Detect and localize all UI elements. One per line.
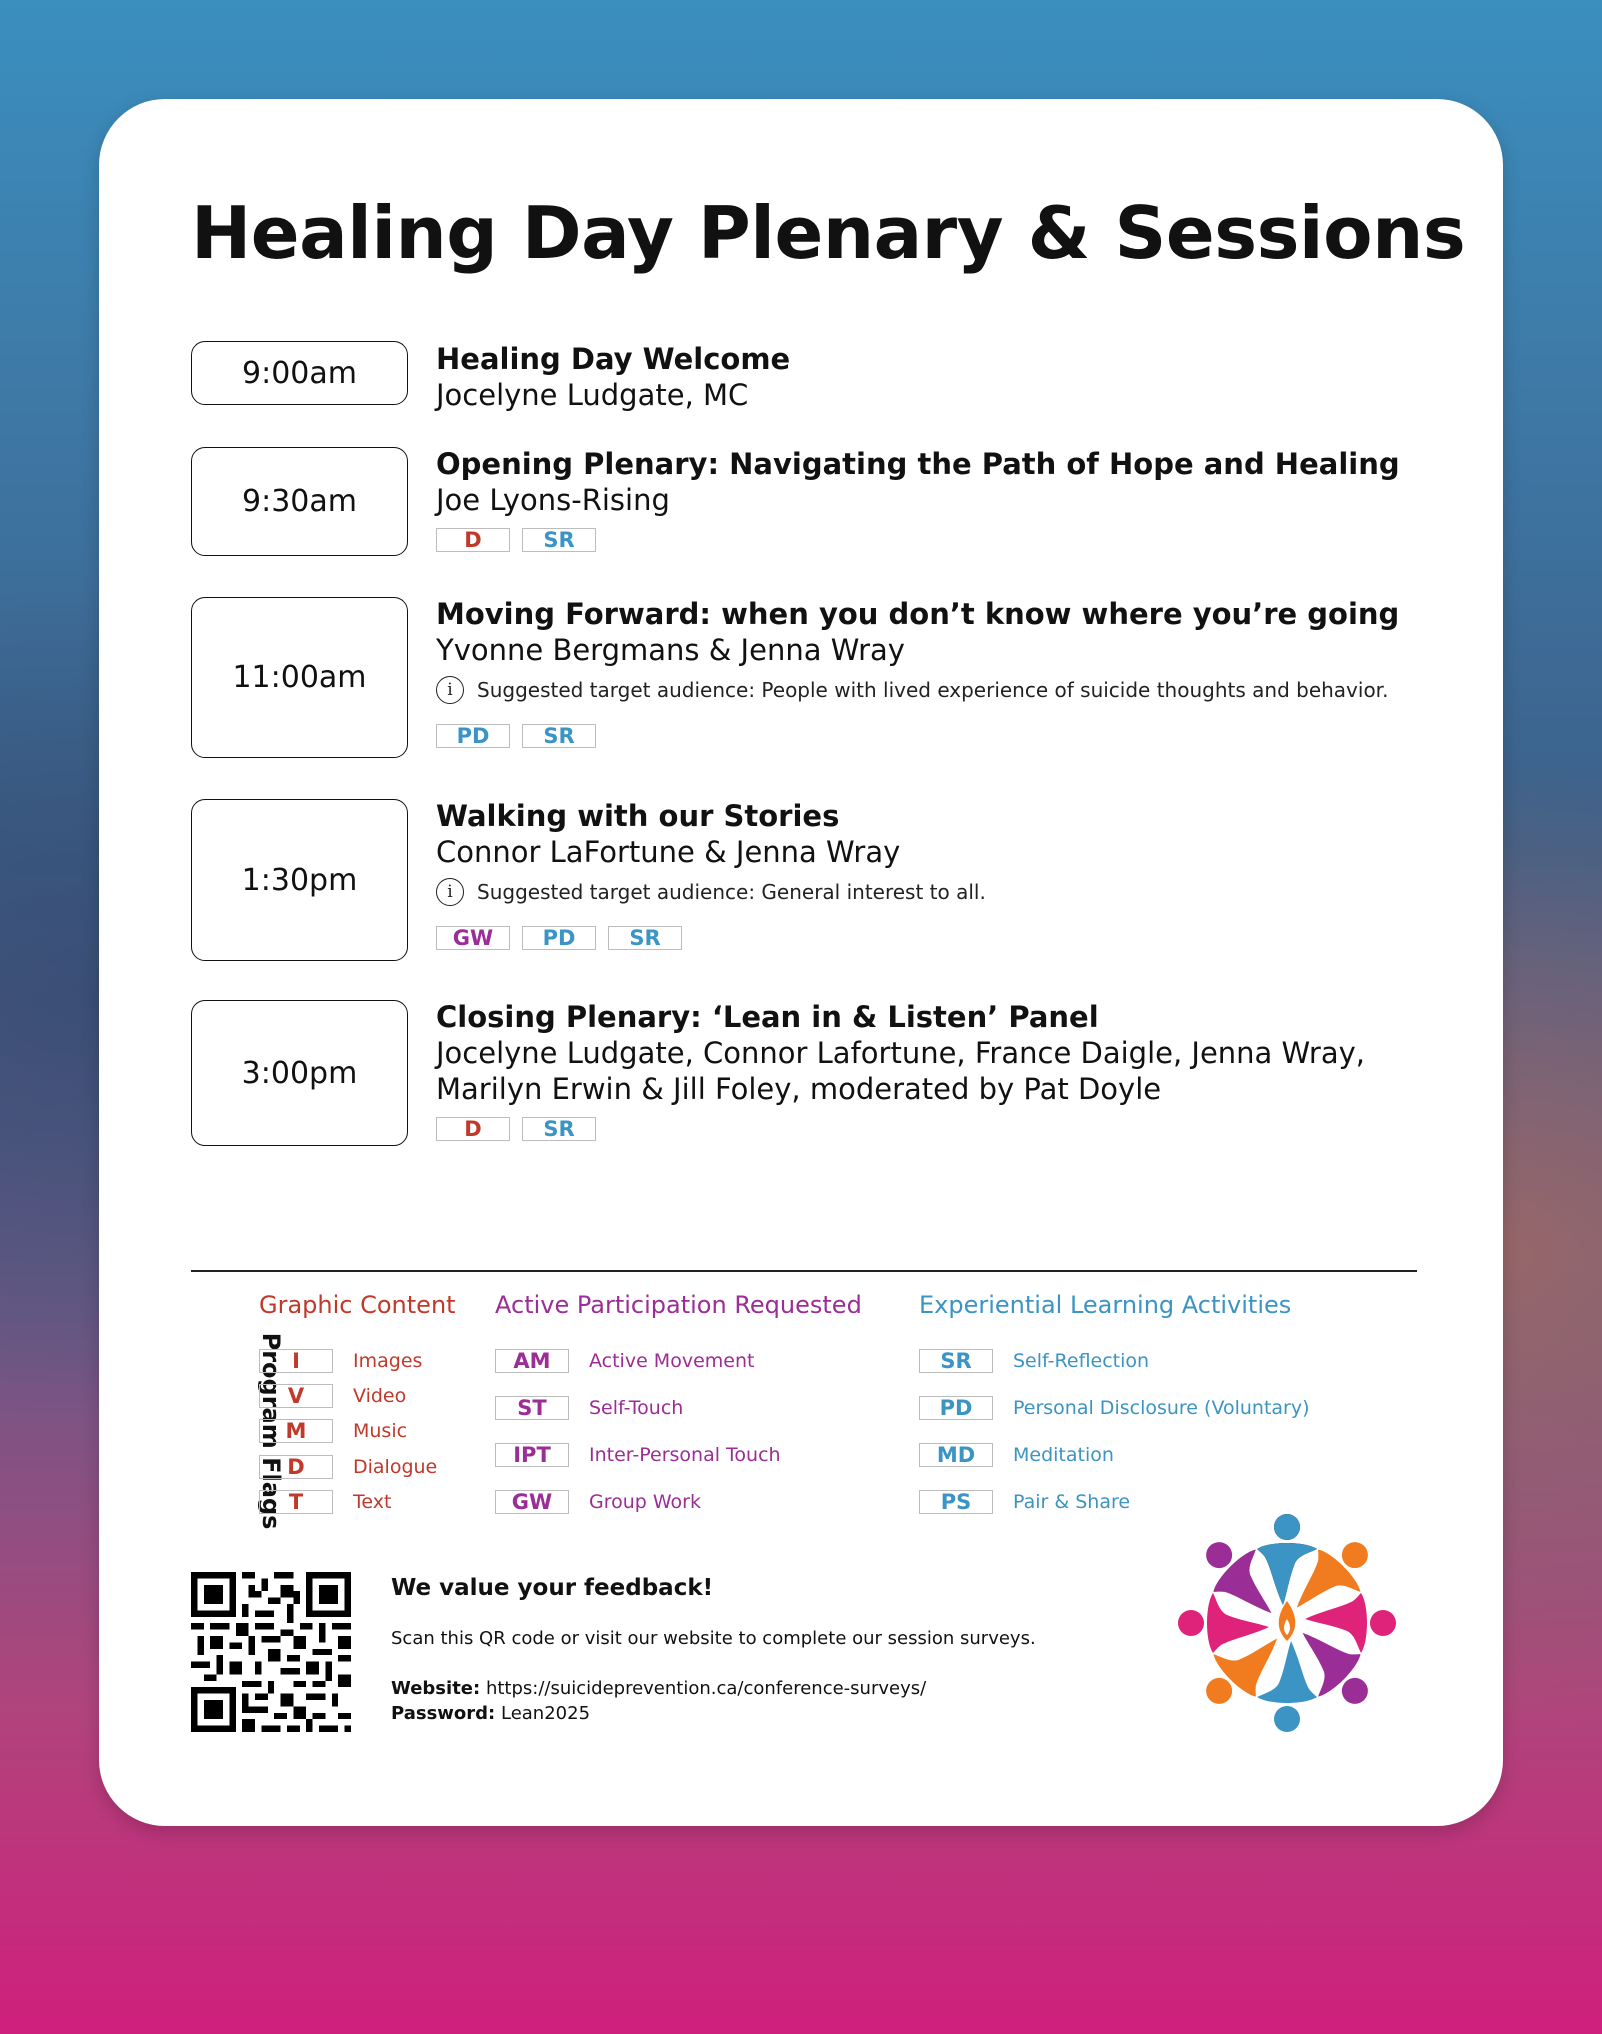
legend-item-inter-personal-touch [495,1443,781,1467]
legend-heading: Active Participation Requested [495,1291,862,1319]
flag-code: M [259,1419,333,1443]
legend-item-group-work [495,1490,701,1514]
time-label: 9:30am [242,484,357,519]
legend-item-video [259,1384,406,1408]
website-link[interactable]: https://suicideprevention.ca/conference-surveys/ [485,1678,927,1699]
legend-item-meditation [919,1443,1114,1467]
session-speakers: Joe Lyons-Rising [436,483,670,517]
session-5 [436,999,1476,1141]
flag-code: MD [919,1443,993,1467]
flag-description: Inter-Personal Touch [589,1444,781,1466]
flag-d: D [436,1117,510,1141]
session-speakers: Connor LaFortune & Jenna Wray [436,835,901,869]
session-3 [436,596,1476,748]
session-1 [436,341,1476,413]
feedback-instructions: Scan this QR code or visit our website to complete our session surveys. [391,1628,1036,1649]
flag-description: Video [353,1385,407,1407]
flag-code: AM [495,1349,569,1373]
password-value: Lean2025 [500,1703,591,1724]
time-label: 9:00am [242,355,357,391]
audience-note-text: Suggested target audience: General interest to all. [477,880,986,904]
flag-code: SR [919,1349,993,1373]
legend-item-self-touch [495,1396,683,1420]
flag-description: Self-Reflection [1013,1350,1150,1372]
legend-item-personal-disclosure [919,1396,1310,1420]
flag-description: Personal Disclosure (Voluntary) [1013,1397,1310,1419]
flag-gw: GW [436,926,510,950]
flag-sr: SR [522,1117,596,1141]
flag-code: ST [495,1396,569,1420]
flag-description: Group Work [589,1491,701,1513]
feedback-password [391,1701,1036,1726]
session-flags [436,528,1476,552]
legend-heading: Graphic Content [259,1291,456,1319]
flag-sr: SR [522,724,596,748]
section-divider [191,1270,1417,1272]
flag-d: D [436,528,510,552]
session-flags [436,926,1476,950]
session-speakers: Jocelyne Ludgate, MC [436,378,749,412]
flag-code: D [259,1455,333,1479]
flag-pd: PD [436,724,510,748]
session-flags [436,1117,1476,1141]
time-box-5 [191,1000,408,1146]
session-2 [436,446,1476,552]
session-title: Closing Plenary: ‘Lean in & Listen’ Panel [436,1000,1099,1034]
flag-description: Dialogue [353,1456,438,1478]
flag-code: V [259,1384,333,1408]
audience-note-text: Suggested target audience: People with lived experience of suicide thoughts and behavior. [477,678,1389,702]
flag-description: Music [353,1420,408,1442]
flag-description: Pair & Share [1013,1491,1131,1513]
flag-sr: SR [608,926,682,950]
flag-code: IPT [495,1443,569,1467]
session-title: Opening Plenary: Navigating the Path of Hope and Healing [436,447,1400,481]
program-card [99,99,1503,1826]
people-circle-flame-logo [1162,1498,1412,1748]
website-label: Website: [391,1678,481,1699]
legend-heading: Experiential Learning Activities [919,1291,1292,1319]
feedback-title: We value your feedback! [391,1575,714,1601]
time-label: 3:00pm [241,1055,358,1091]
flag-code: T [259,1490,333,1514]
time-box-1 [191,341,408,405]
password-label: Password: [391,1703,496,1724]
session-speakers: Yvonne Bergmans & Jenna Wray [436,633,905,667]
qr-code-icon[interactable] [191,1572,351,1732]
legend-item-music [259,1419,407,1443]
time-box-3 [191,597,408,758]
session-speakers-line-2: Marilyn Erwin & Jill Foley, moderated by Pat Doyle [436,1072,1162,1106]
program-flags-label: Program Flags [257,1332,285,1530]
flag-code: PD [919,1396,993,1420]
flag-code: I [259,1349,333,1373]
time-box-4 [191,799,408,961]
audience-note [436,878,1476,906]
legend-active-participation [495,1291,862,1323]
legend-item-pair-share [919,1490,1130,1514]
page-title: Healing Day Plenary & Sessions [191,191,1466,275]
session-speakers-line-1: Jocelyne Ludgate, Connor Lafortune, France Daigle, Jenna Wray, [436,1036,1365,1070]
flag-description: Self-Touch [589,1397,684,1419]
info-icon: i [436,878,464,906]
time-box-2 [191,447,408,556]
audience-note [436,676,1476,704]
flag-code: GW [495,1490,569,1514]
flag-sr: SR [522,528,596,552]
flag-description: Images [353,1350,423,1372]
session-title: Walking with our Stories [436,799,840,833]
legend-item-active-movement [495,1349,754,1373]
legend-item-dialogue [259,1455,437,1479]
session-title: Healing Day Welcome [436,342,791,376]
flag-pd: PD [522,926,596,950]
time-label: 1:30pm [241,862,358,898]
session-title: Moving Forward: when you don’t know where you’re going [436,597,1400,631]
session-flags [436,724,1476,748]
legend-item-text [259,1490,391,1514]
feedback-block [391,1573,1036,1726]
session-4 [436,798,1476,950]
legend-graphic-content [259,1291,456,1323]
flag-description: Active Movement [589,1350,755,1372]
legend-item-self-reflection [919,1349,1149,1373]
flag-code: PS [919,1490,993,1514]
time-label: 11:00am [232,660,367,695]
legend-item-images [259,1349,422,1373]
legend-experiential-learning [919,1291,1291,1323]
feedback-website [391,1676,1036,1701]
info-icon: i [436,676,464,704]
flag-description: Text [353,1491,392,1513]
flag-description: Meditation [1013,1444,1114,1466]
